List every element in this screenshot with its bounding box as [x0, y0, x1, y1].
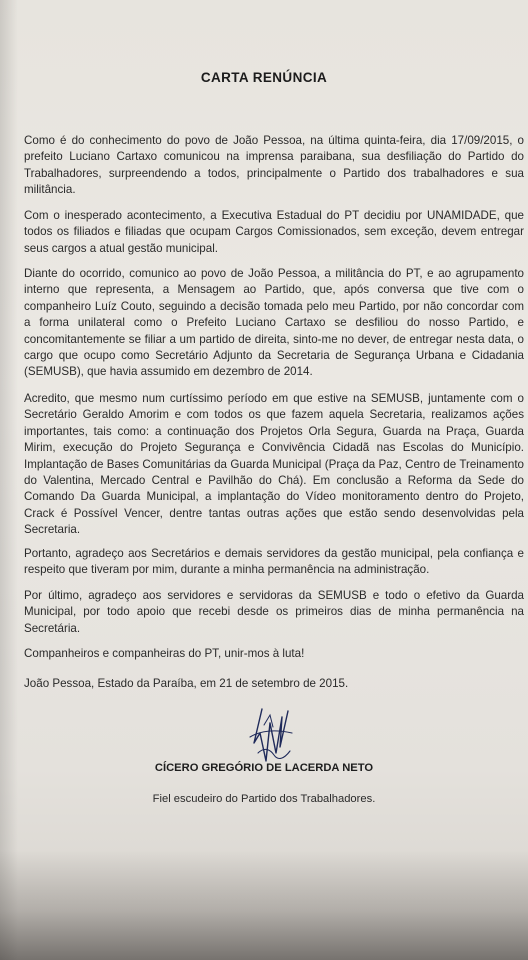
paragraph-call-to-struggle: Companheiros e companheiras do PT, unir-mos à luta!	[24, 647, 305, 660]
signer-role: Fiel escudeiro do Partido dos Trabalhadores.	[152, 793, 376, 805]
signer-name: CÍCERO GREGÓRIO DE LACERDA NETO	[154, 762, 374, 774]
paragraph-thanks-secretaries: Portanto, agradeço aos Secretários e demais servidores da gestão municipal, pela confiança e respeito que tiveram por mim, durante a minha permanência na administração.	[24, 547, 524, 577]
paragraph-party-decision: Com o inesperado acontecimento, a Executiva Estadual do PT decidiu por UNAMIDADE, que todos os filiados e filiadas que ocupam Cargos Comissionados, sem exceção, devem entregar seus cargos a atual gestão municipal.	[24, 209, 524, 255]
handwritten-signature	[240, 703, 300, 771]
paragraph-announcement: Como é do conhecimento do povo de João Pessoa, na última quinta-feira, dia 17/09/2015, o prefeito Luciano Cartaxo comunicou na imprensa paraibana, sua desfiliação do Partido do Trabalhadores, surpreendendo a todos, principalmente o Partido dos trabalhadores e sua militância.	[24, 134, 524, 197]
date-line: João Pessoa, Estado da Paraíba, em 21 de setembro de 2015.	[24, 677, 349, 690]
paragraph-thanks-servants: Por último, agradeço aos servidores e servidoras da SEMUSB e todo o efetivo da Guarda Municipal, por todo apoio que recebi desde os primeiros dias de minha permanência na Secretária.	[24, 589, 524, 635]
paragraph-resignation: Diante do ocorrido, comunico ao povo de João Pessoa, a militância do PT, e ao agrupamento interno que representa, a Mensagem ao Partido, que, após conversa que tive com o companheiro Luíz Couto, seguindo a decisão tomada pelo meu Partido, por não concordar com a forma unilateral como o Prefeito Luciano Cartaxo se desfiliou do nosso Partido, e concomitantemente se filiar a um partido de direita, sinto-me no dever, de entregar nesta data, o cargo que ocupo como Secretário Adjunto da Secretaria de Segurança Urbana e Cidadania (SEMUSB), que havia assumido em dezembro de 2014.	[24, 267, 524, 379]
page-shadow-left	[0, 0, 18, 960]
letter-title: CARTA RENÚNCIA	[200, 70, 328, 85]
page-shadow-bottom	[0, 850, 528, 960]
paragraph-achievements: Acredito, que mesmo num curtíssimo período em que estive na SEMUSB, juntamente com o Secretário Geraldo Amorim e com todos os que fazem aquela Secretaria, realizamos ações importantes, tais como: a continuação dos Projetos Orla Segura, Guarda na Praça, Guarda Mirim, execução do Projeto Segurança e Convivência Cidadã nas Escolas do Município. Implantação de Bases Comunitárias da Guarda Municipal (Praça da Paz, Centro de Treinamento do Valentina, Mercado Central e Pavilhão do Chá). Em conclusão a Reforma da Sede do Comando Da Guarda Municipal, a implantação do Vídeo monitoramento dentro do Projeto, Crack é Possível Vencer, dentre tantas outras ações que estão sendo desenvolvidas pela Secretaria.	[24, 392, 524, 537]
